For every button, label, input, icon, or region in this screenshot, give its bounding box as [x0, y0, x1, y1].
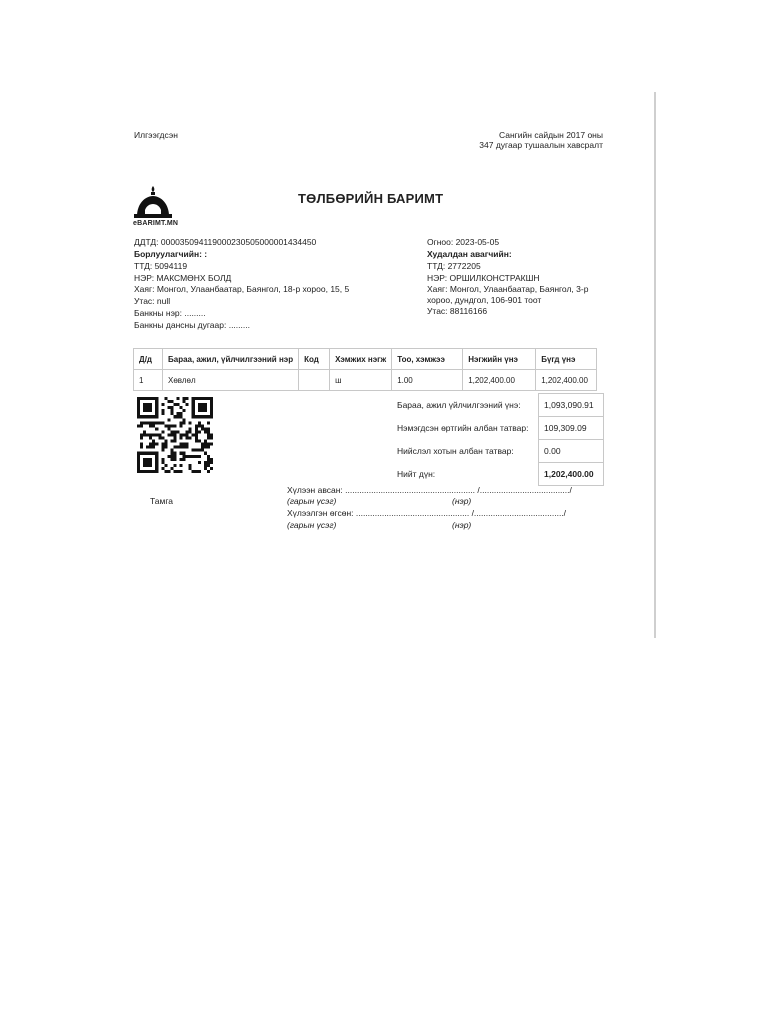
vat-value: 109,309.09: [539, 417, 604, 440]
cell-quantity: 1.00: [392, 370, 463, 391]
col-header-index: Д/д: [134, 349, 163, 370]
table-header-row: [134, 349, 597, 370]
seller-name: НЭР: МАКСМӨНХ БОЛД: [134, 273, 232, 283]
page-edge-line: [654, 92, 656, 638]
stamp-label: Тамга: [150, 496, 174, 506]
goods-amount-value: 1,093,090.91: [539, 394, 604, 417]
received-signature-line: Хүлээн авсан: ....................................................... /....................................../: [287, 485, 572, 495]
logo-text: eBARIMT.MN: [133, 220, 179, 227]
totals-table: [392, 393, 604, 486]
buyer-address-line-2: хороо, дундгол, 106-901 тоот: [427, 295, 542, 305]
buyer-name: НЭР: ОРШИЛКОНСТРАКШН: [427, 273, 540, 283]
date: Огноо: 2023-05-05: [427, 237, 500, 247]
cell-unit: ш: [330, 370, 392, 391]
sent-label: Илгээгдсэн: [134, 130, 178, 140]
totals-row: [392, 394, 604, 417]
col-header-quantity: Тоо, хэмжээ: [392, 349, 463, 370]
goods-amount-label: Бараа, ажил үйлчилгээний үнэ:: [397, 400, 521, 410]
received-sign-caption: (гарын үсэг): [287, 496, 337, 506]
handed-sign-caption: (гарын үсэг): [287, 520, 337, 530]
items-table: [133, 348, 597, 391]
seller-bank-name: Банкны нэр: .........: [134, 308, 206, 318]
col-header-unit: Хэмжих нэгж: [330, 349, 392, 370]
decree-line-1: Сангийн сайдын 2017 оны: [499, 130, 603, 140]
seller-address: Хаяг: Монгол, Улаанбаатар, Баянгол, 18-р хороо, 15, 5: [134, 284, 350, 294]
city-tax-label: Нийслэл хотын албан татвар:: [397, 446, 514, 456]
seller-heading: Борлуулагчийн: :: [134, 249, 208, 259]
received-name-caption: (нэр): [452, 496, 472, 506]
cell-name: Хөвлөл: [163, 370, 299, 391]
totals-row: [392, 440, 604, 463]
ebarimt-logo-icon: [133, 184, 183, 220]
totals-row: [392, 417, 604, 440]
cell-unit-price: 1,202,400.00: [463, 370, 536, 391]
handed-name-caption: (нэр): [452, 520, 472, 530]
totals-row: [392, 463, 604, 486]
ddtd-number: ДДТД: 000035094119000230505000001434450: [134, 237, 317, 247]
table-row: [134, 370, 597, 391]
col-header-name: Бараа, ажил, үйлчилгээний нэр: [163, 349, 299, 370]
cell-index: 1: [134, 370, 163, 391]
document-title: ТӨЛБӨРИЙН БАРИМТ: [298, 191, 444, 206]
seller-bank-account: Банкны дансны дугаар: .........: [134, 320, 250, 330]
city-tax-value: 0.00: [539, 440, 604, 463]
cell-code: [299, 370, 330, 391]
vat-label: Нэмэгдсэн өртгийн албан татвар:: [397, 423, 529, 433]
seller-phone: Утас: null: [134, 296, 171, 306]
grand-total-value: 1,202,400.00: [539, 463, 604, 486]
buyer-address-line-1: Хаяг: Монгол, Улаанбаатар, Баянгол, 3-р: [427, 284, 589, 294]
col-header-total: Бүгд үнэ: [536, 349, 597, 370]
buyer-ttd: ТТД: 2772205: [427, 261, 481, 271]
handed-signature-line: Хүлээлгэн өгсөн: ................................................ /....................................../: [287, 508, 567, 518]
qr-code: [137, 397, 213, 473]
col-header-unit-price: Нэгжийн үнэ: [463, 349, 536, 370]
col-header-code: Код: [299, 349, 330, 370]
buyer-phone: Утас: 88116166: [427, 306, 488, 316]
cell-total: 1,202,400.00: [536, 370, 597, 391]
grand-total-label: Нийт дүн:: [397, 469, 436, 479]
buyer-heading: Худалдан авагчийн:: [427, 249, 512, 259]
seller-ttd: ТТД: 5094119: [134, 261, 188, 271]
decree-line-2: 347 дугаар тушаалын хавсралт: [479, 140, 603, 150]
